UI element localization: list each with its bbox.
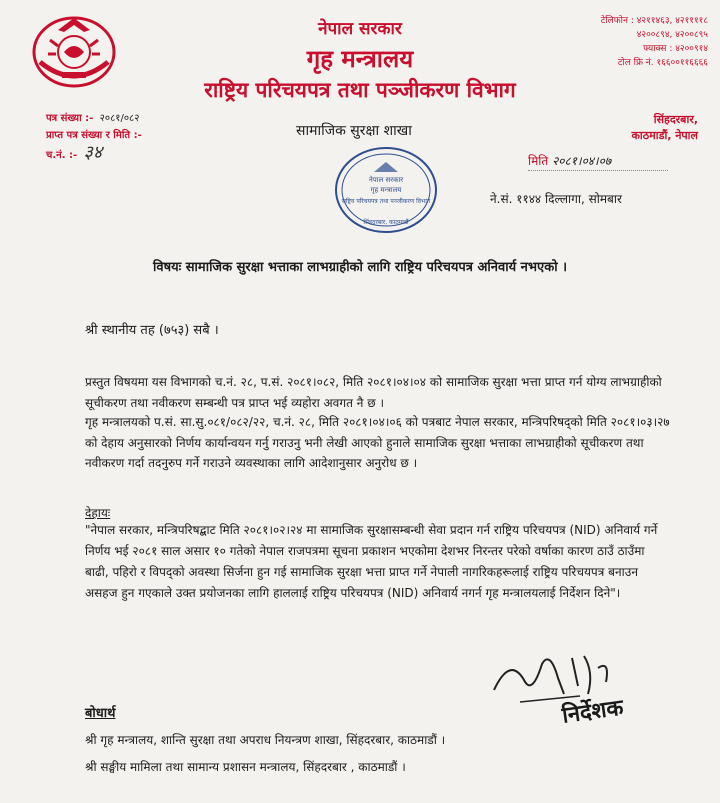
signatory-title: निर्देशक xyxy=(560,695,625,729)
government-name: नेपाल सरकार xyxy=(318,19,402,39)
department-name: राष्ट्रिय परिचयपत्र तथा पञ्जीकरण विभाग xyxy=(204,78,516,102)
decision-quote: "नेपाल सरकार, मन्त्रिपरिषद्बाट मिति २०८१।०२।२४ मा सामाजिक सुरक्षासम्बन्धी सेवा प्रदान गर्न राष्ट्रिय परिचयपत्र (NID) अनिवार्य गर्ने निर्णय भई २०८१ साल असार १० गतेको नेपाल राजपत्रमा सूचना प्रकाशन भएकोमा देशभर निरन्तर परेको वर्षाका कारण ठाउँ ठाउँमा बाढी, पहिरो र विपद्को अवस्था सिर्जना हुन गई सामाजिक सुरक्षा भत्ता प्राप्त गर्ने नेपाली नागरिकहरूलाई राष्ट्रिय परिचयपत्र बनाउन असहज हुन गएकाले उक्त प्रयोजनका लागि हाललाई राष्ट्रिय परिचयपत्र (NID) अनिवार्य नगर्न गृह मन्त्रालयलाई निर्देशन दिने"। xyxy=(85,523,658,600)
address-line-1: सिंहदरबार, xyxy=(653,113,698,126)
patra-value: २०८१/०८२ xyxy=(99,113,140,124)
letter-addressee: श्री स्थानीय तह (७५३) सबै । xyxy=(85,323,219,338)
seal-line-3: राष्ट्रिय परिचयपत्र तथा पञ्जीकरण विभाग xyxy=(341,198,431,205)
tollfree-line: टोल फ्रि नं. १६६००११६६६६ xyxy=(617,58,708,68)
section-name: सामाजिक सुरक्षा शाखा xyxy=(296,123,412,139)
reference-block xyxy=(46,110,142,164)
letter-subject: विषयः सामाजिक सुरक्षा भत्ताका लाभग्राहीको लागि राष्ट्रिय परिचयपत्र अनिवार्य नभएको । xyxy=(152,260,568,275)
cc-recipient-1: श्री गृह मन्त्रालय, शान्ति सुरक्षा तथा अपराध नियन्त्रण शाखा, सिंहदरबार, काठमाडौं । xyxy=(85,733,446,747)
issue-date xyxy=(528,152,611,169)
seal-line-1: नेपाल सरकार xyxy=(368,176,404,184)
nepal-sambat-date: ने.सं. ११४४ दिल्लागा, सोमबार xyxy=(490,192,622,206)
contact-block xyxy=(601,14,708,70)
ministry-name: गृह मन्त्रालय xyxy=(306,45,414,73)
bodhartha-label: बोधार्थ xyxy=(85,706,116,721)
date-underline xyxy=(528,170,668,171)
date-value: २०८१।०४।०७ xyxy=(552,154,612,168)
date-label: मिति xyxy=(528,154,549,168)
fax-line: फ्याक्स : ४२००९१४ xyxy=(643,44,708,54)
department-seal xyxy=(326,142,446,238)
chalani-value: ३४ xyxy=(83,142,103,163)
dehay-heading: देहायः xyxy=(85,506,111,520)
paragraph-2: गृह मन्त्रालयको प.सं. सा.सु.०८१/०८२/२२, च.नं. २८, मिति २०८१।०४।०६ को पत्रबाट नेपाल सरकार, मन्त्रिपरिषद्को मिति २०८१।०३।२७ को देहाय अनुसारको निर्णय कार्यान्वयन गर्नु गराउनु भनी लेखी आएको हुनाले सामाजिक सुरक्षा भत्ताका लाभग्राहीको सूचीकरण तथा नवीकरण गर्दा तदनुरुप गर्ने गराउने व्यवस्थाका लागि आदेशानुसार अनुरोध छ । xyxy=(85,415,670,470)
chalani-label: च.नं. :- xyxy=(46,150,78,161)
seal-line-4: सिंहदरबार, काठमाडौं xyxy=(363,219,409,226)
office-address xyxy=(631,112,698,144)
patra-label: पत्र संख्या :- xyxy=(46,113,94,124)
phone-line: टेलिफोन : ४२११४६३, ४२११११८ xyxy=(600,16,708,26)
received-label: प्राप्त पत्र संख्या र मिति :- xyxy=(46,130,142,141)
cc-recipient-2: श्री सङ्घीय मामिला तथा सामान्य प्रशासन मन्त्रालय, सिंहदरबार , काठमाडौं । xyxy=(85,760,406,774)
paragraph-1: प्रस्तुत विषयमा यस विभागको च.नं. २८, प.सं. २०८१।०८२, मिति २०८१।०४।०४ को सामाजिक सुरक्षा भत्ता प्राप्त गर्न योग्य लाभग्राहीको सूचीकरण तथा नवीकरण सम्बन्धी पत्र प्राप्त भई व्यहोरा अवगत नै छ । xyxy=(85,375,662,410)
address-line-2: काठमाडौं, नेपाल xyxy=(631,129,698,142)
phone-line-2: ४२००८९४, ४२००८९५ xyxy=(636,30,708,40)
seal-line-2: गृह मन्त्रालय xyxy=(370,186,402,194)
